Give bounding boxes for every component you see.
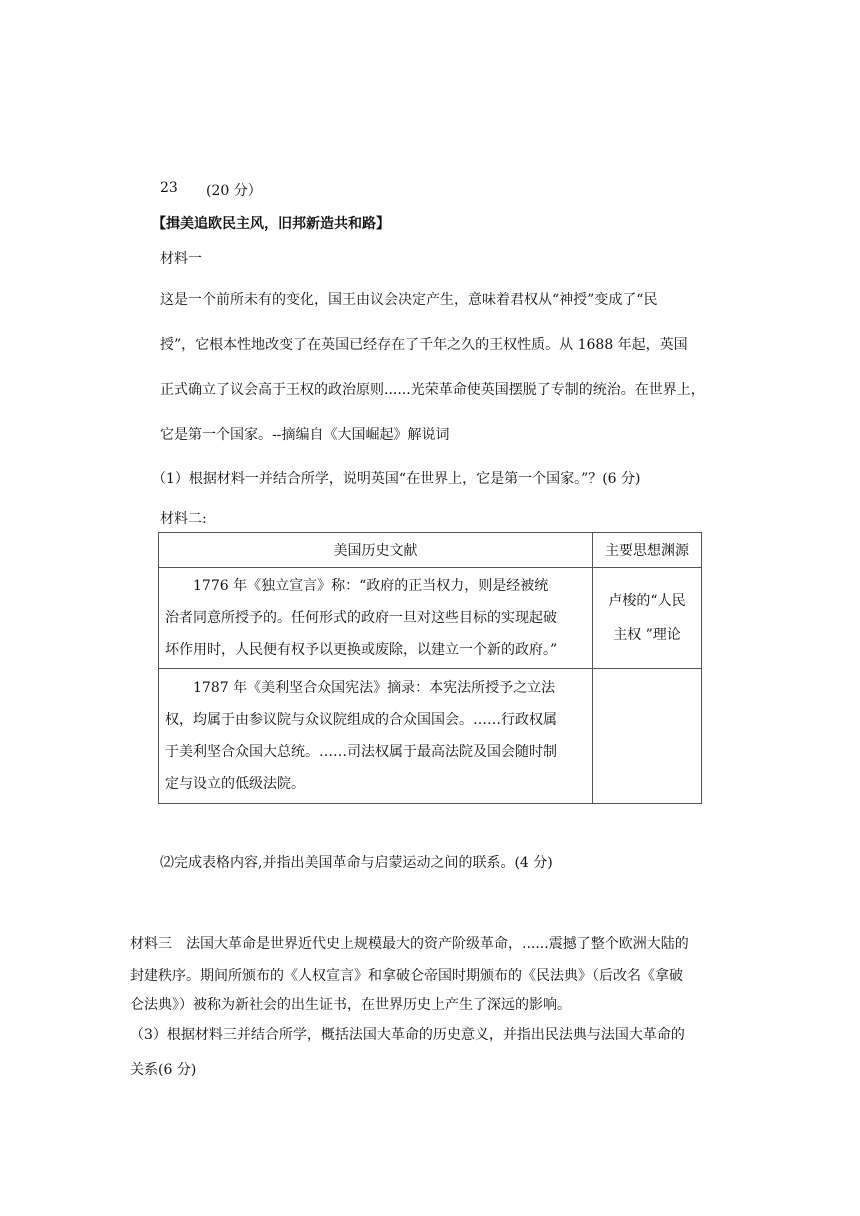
table-row — [159, 669, 702, 804]
document-line: 于美利坚合众国大总统。……司法权属于最高法院及国会随时制 — [165, 744, 557, 760]
source-line: 主权 ”理论 — [613, 627, 681, 643]
document-line: 权，均属于由参议院与众议院组成的合众国国会。……行政权属 — [165, 712, 557, 728]
material1-line: 正式确立了议会高于王权的政治原则......光荣革命使英国摆脱了专制的统治。在世界上， — [160, 382, 705, 398]
document-line: 1776 年《独立宣言》称：“政府的正当权力，则是经被统 — [193, 578, 549, 594]
document-line: 定与设立的低级法院。 — [165, 776, 305, 792]
material1-line: 授”，它根本性地改变了在英国已经存在了千年之久的王权性质。从 1688 年起，英国 — [160, 337, 688, 353]
source-line: 卢梭的“人民 — [608, 593, 686, 609]
table-cell-source-blank[interactable] — [593, 669, 702, 804]
question-2: ⑵完成表格内容,并指出美国革命与启蒙运动之间的联系。(4 分) — [160, 855, 553, 871]
material1-line: 它是第一个国家。--摘编自《大国崛起》解说词 — [160, 427, 450, 443]
document-line: 1787 年《美利坚合众国宪法》摘录：本宪法所授予之立法 — [193, 680, 556, 696]
material3-line: 材料三 法国大革命是世界近代史上规模最大的资产阶级革命，......震撼了整个欧洲大陆的 — [130, 936, 689, 952]
material1-label: 材料一 — [160, 251, 202, 267]
material2-label: 材料二: — [160, 511, 207, 527]
table-cell-document — [159, 669, 593, 804]
table-cell-document — [159, 568, 593, 669]
table-cell-source — [593, 568, 702, 669]
material3-line: 封建秩序。期间所颁布的《人权宣言》和拿破仑帝国时期颁布的《民法典》（后改名《拿破 — [130, 968, 683, 984]
document-line: 坏作用时，人民便有权予以更换或废除，以建立一个新的政府。” — [165, 642, 558, 658]
question-number: 23 — [160, 180, 178, 196]
table-header-source: 主要思想渊源 — [593, 533, 702, 568]
material3-line: 仑法典》）被称为新社会的出生证书，在世界历史上产生了深远的影响。 — [130, 997, 571, 1013]
table-row — [159, 568, 702, 669]
table-header-documents: 美国历史文献 — [159, 533, 593, 568]
question-3: （3）根据材料三并结合所学，概括法国大革命的历史意义，并指出民法典与法国大革命的 — [130, 1027, 685, 1043]
section-heading: 【揖美追欧民主风，旧邦新造共和路】 — [152, 216, 390, 232]
material1-line: 这是一个前所未有的变化，国王由议会决定产生，意味着君权从“神授”变成了“民 — [160, 292, 658, 308]
question-points: (20 分） — [206, 183, 262, 199]
question-3-continued: 关系(6 分) — [130, 1062, 197, 1078]
document-line: 治者同意所授予的。任何形式的政府一旦对这些目标的实现起破 — [165, 610, 557, 626]
history-documents-table — [158, 532, 702, 804]
table-header-row — [159, 533, 702, 568]
question-1: （1）根据材料一并结合所学，说明英国“在世界上，它是第一个国家。”？(6 分) — [152, 471, 641, 487]
